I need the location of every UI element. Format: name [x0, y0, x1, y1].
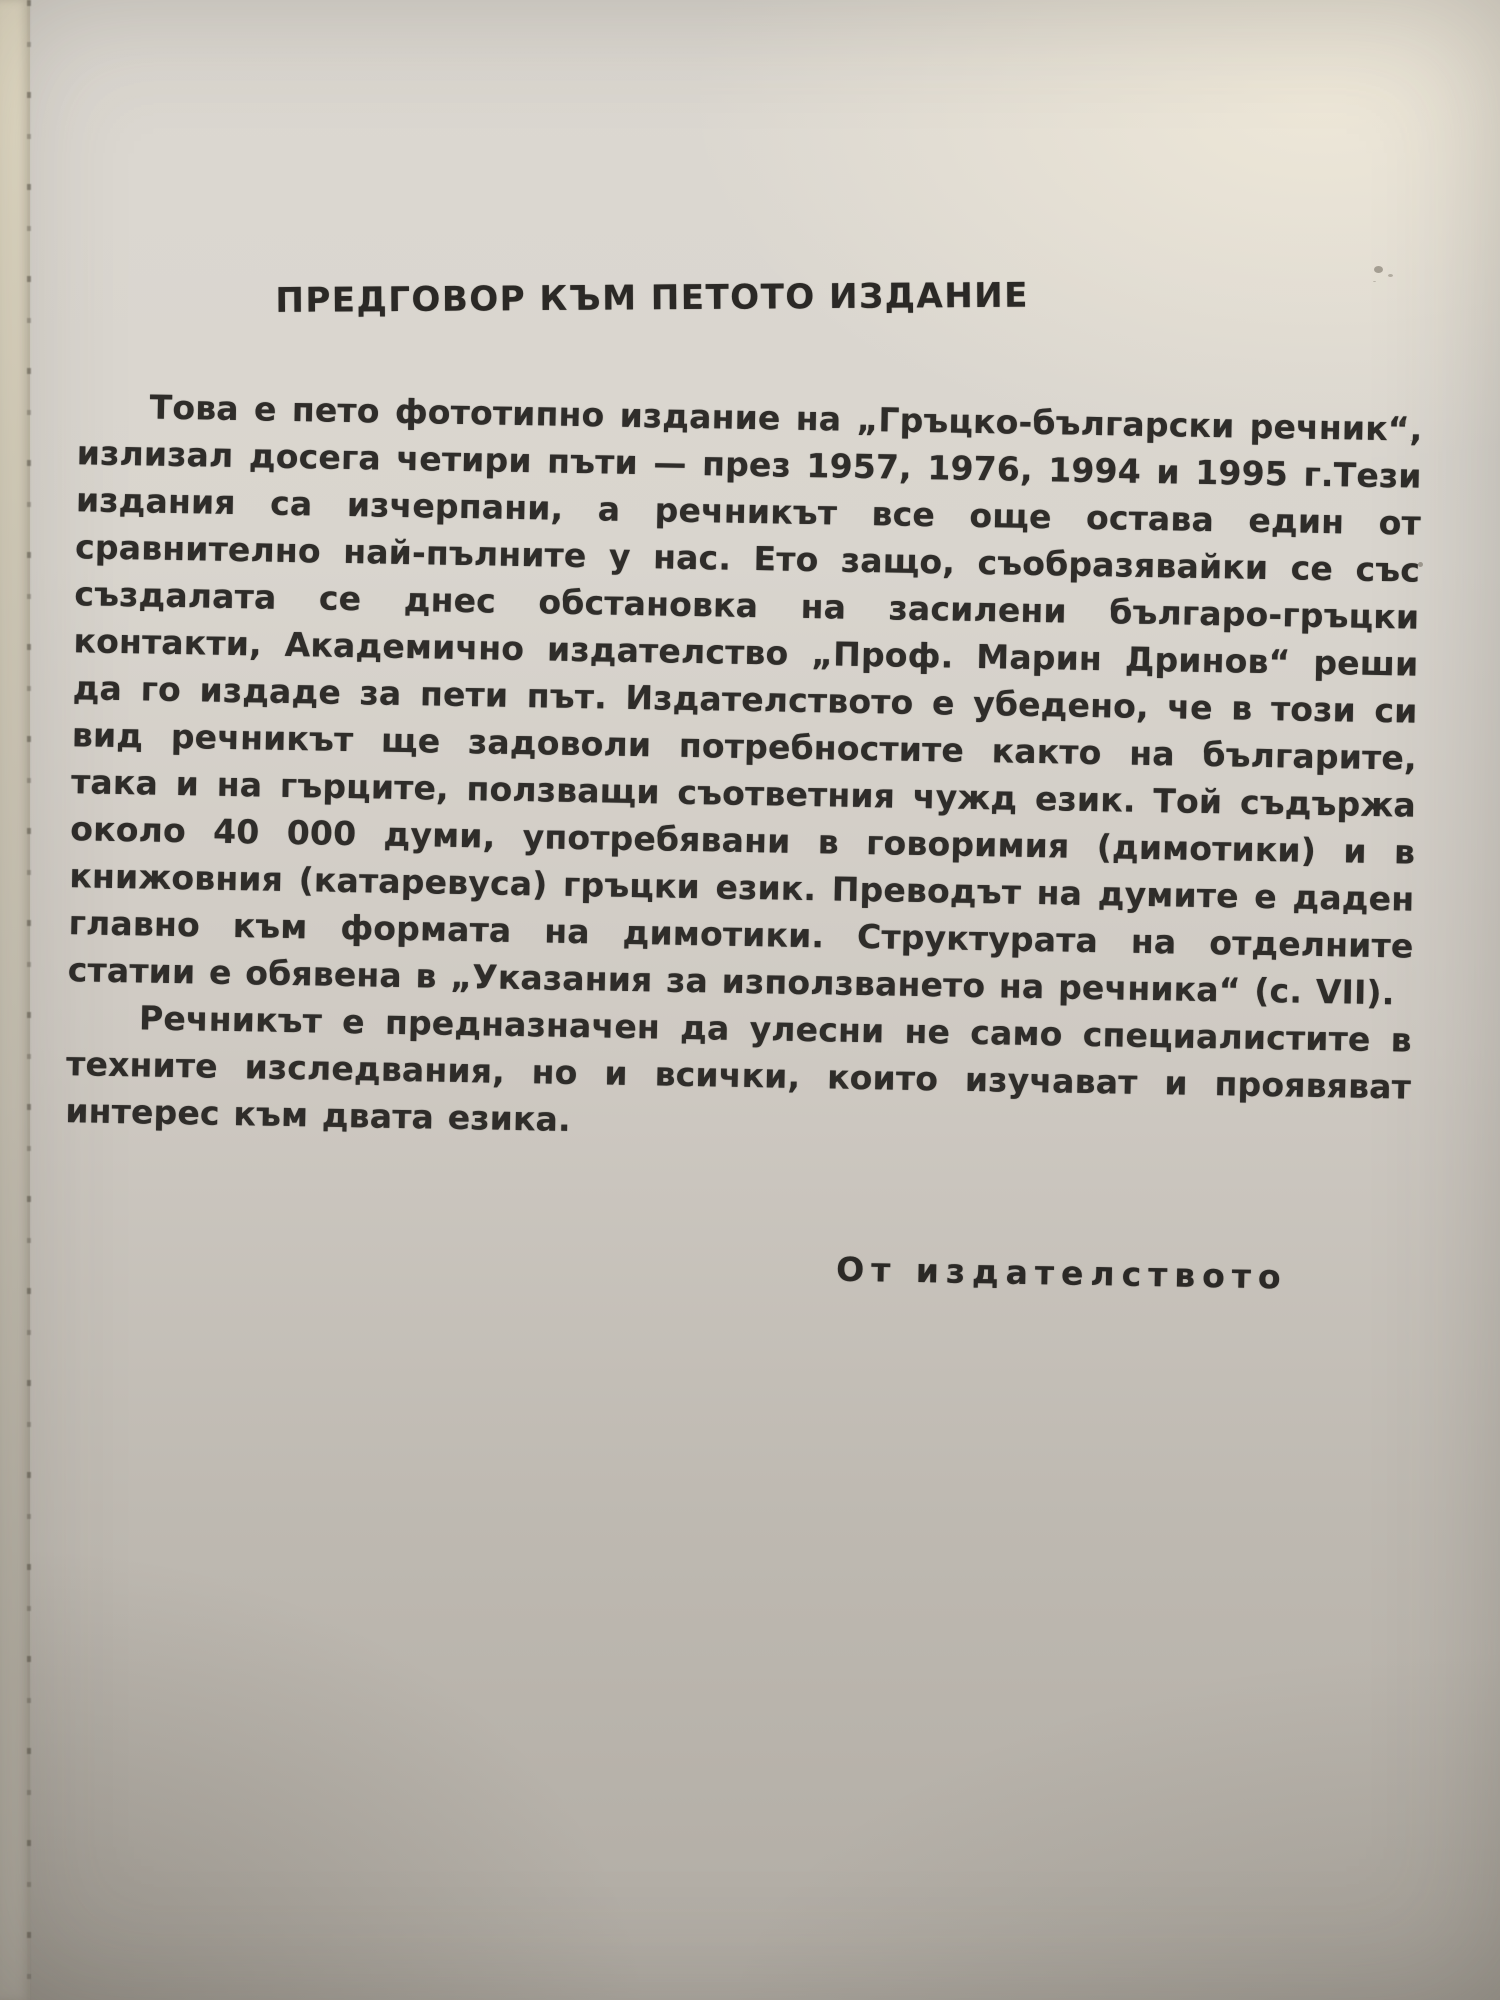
paper-speck	[1400, 420, 1406, 425]
page-content	[63, 268, 1425, 1298]
page-title: ПРЕДГОВОР КЪМ ПЕТОТО ИЗДАНИЕ	[275, 275, 1030, 321]
paper-speck	[1418, 562, 1423, 567]
publisher-signature: От издателството	[835, 1249, 1289, 1297]
paragraph-1: Това е пето фототипно издание на „Гръцко-български речник“, излизал досега четири пъти — през 1957, 1976, 1994 и 1995 г.Тези издания са изчерпани, а речникът все още остава един от сравнително най-пълните у нас. Ето защо, съобразявайки се със създалата се днес обстановка на засилени българо-гръцки контакти, Академично издателство „Проф. Марин Дринов“ реши да го издаде за пети път. Издателството е убедено, че в този си вид речникът ще задоволи потребностите както на българите, така и на гърците, ползващи съответния чужд език. Той съдържа около 40 000 думи, употребявани в говоримия (димотики) и в книжовния (катаревуса) гръцки език. Преводът на думите е даден главно към формата на димотики. Структурата на отделните статии е обявена в „Указания за използването на речника“ (с. VII).	[67, 387, 1423, 1013]
paper-speck	[1374, 266, 1383, 273]
paragraph-2: Речникът е предназначен да улесни не само специалистите в техните изследвания, но и всички, които изучават и проявяват интерес към двата езика.	[65, 998, 1413, 1139]
